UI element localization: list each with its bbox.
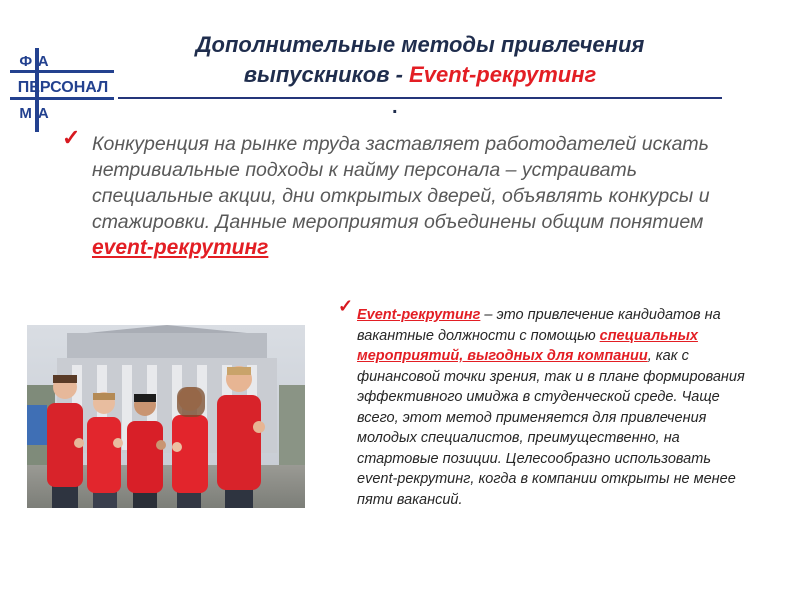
logo-graphic <box>8 46 118 134</box>
title-line-1: Дополнительные методы привлечения <box>195 32 645 57</box>
title-divider <box>118 97 722 99</box>
event-photo <box>27 325 305 508</box>
logo-middle-text: ПЕРСОНАЛ <box>17 79 109 96</box>
logo-top-text: ФА <box>19 53 55 70</box>
definition-text-2: , как с финансовой точки зрения, так и в плане формирования эффективного имиджа в студенческой среде. Чаще всего, этот метод применяется для привлечения молодых специалистов, преимущественно, на стартовые позиции. Целесообразно использовать event-рекрутинг, когда в компании открыты не менее пяти вакансий. <box>357 348 745 508</box>
definition-emphasis: специальных мероприятий, выгодных для компании <box>357 327 698 364</box>
photo-illustration <box>27 325 305 508</box>
title-dot: . <box>392 96 398 118</box>
title-line-2 <box>120 60 720 90</box>
slide-title <box>120 30 720 90</box>
definition-text-1: – это привлечение кандидатов на вакантные должности с помощью <box>357 307 721 344</box>
title-line-2-main: выпускников - <box>243 62 410 87</box>
definition-paragraph <box>357 305 747 510</box>
checkmark-icon: ✓ <box>338 296 354 316</box>
main-paragraph <box>92 131 732 261</box>
company-logo <box>8 46 118 134</box>
checkmark-icon: ✓ <box>62 125 81 150</box>
title-accent: Event-рекрутинг <box>409 62 597 87</box>
definition-term: Event-рекрутинг <box>357 307 481 323</box>
main-highlight-term: event-рекрутинг <box>92 236 269 259</box>
logo-bottom-text: МА <box>19 105 55 122</box>
main-paragraph-text: Конкуренция на рынке труда заставляет работодателей искать нетривиальные подходы к найму персонала – устраивать специальные акции, дни открытых дверей, объявлять конкурсы и стажировки. Данные мероприятия объединены общим понятием <box>92 133 710 233</box>
